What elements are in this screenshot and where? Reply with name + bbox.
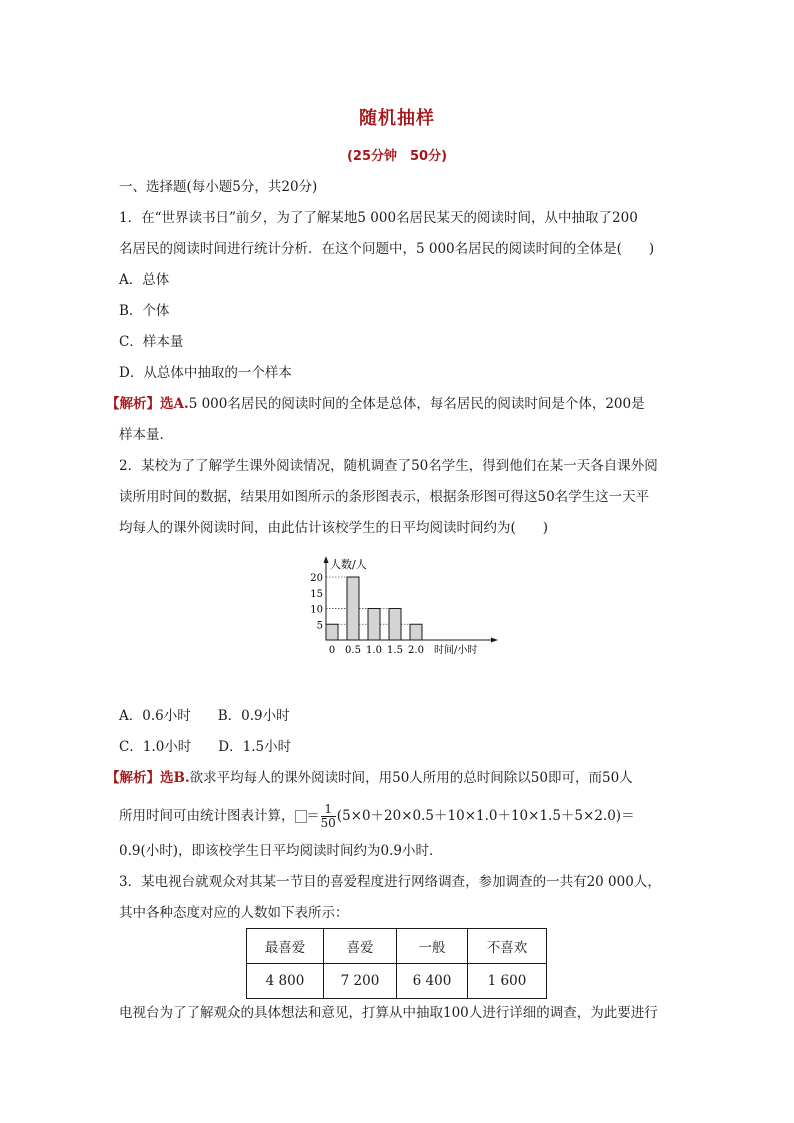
q1-option-d: D．从总体中抽取的一个样本 <box>119 365 292 381</box>
table-header-cell: 一般 <box>397 929 468 964</box>
table-header-cell: 最喜爱 <box>247 929 324 964</box>
y-tick-label: 10 <box>310 604 323 616</box>
y-tick-label: 15 <box>310 588 323 600</box>
analysis-text: 5 000名居民的阅读时间的全体是总体，每名居民的阅读时间是个体，200是 <box>188 396 645 412</box>
table-row <box>247 964 547 999</box>
y-tick-label: 5 <box>316 620 323 632</box>
analysis-text: 欲求平均每人的课外阅读时间，用50人所用的总时间除以50即可，而50人 <box>189 770 633 786</box>
table-cell: 6 400 <box>397 964 468 999</box>
q2-stem-line1: 2．某校为了了解学生课外阅读情况，随机调查了50名学生，得到他们在某一天各自课外阅 <box>119 458 658 474</box>
q1-stem-line1: 1．在“世界读书日”前夕，为了了解某地5 000名居民某天的阅读时间，从中抽取了200 <box>119 210 638 226</box>
page-title: 随机抽样 <box>359 108 435 129</box>
q1-option-c: C．样本量 <box>119 334 184 350</box>
analysis-text: 所用时间可由统计图表计算， <box>119 808 295 824</box>
table-header-row <box>247 929 547 964</box>
q1-stem-line2: 名居民的阅读时间进行统计分析．在这个问题中，5 000名居民的阅读时间的全体是( ) <box>119 241 655 257</box>
chart-bar <box>389 609 401 641</box>
table-header-cell: 喜爱 <box>324 929 397 964</box>
x-tick-label: 2.0 <box>408 645 424 656</box>
fraction <box>321 803 336 830</box>
chart-bar <box>410 624 422 640</box>
q2-analysis-line3: 0.9(小时)，即该校学生日平均阅读时间约为0.9小时． <box>119 843 443 859</box>
chart-bar <box>347 577 359 640</box>
x-axis-label: 时间/小时 <box>434 645 478 656</box>
q2-options-row2: C．1.0小时 D．1.5小时 <box>119 739 292 755</box>
table-cell: 4 800 <box>247 964 324 999</box>
q2-analysis-line2: 所用时间可由统计图表计算， ＝ $\frac{1}{50}$ (5×0＋20×0.5＋10×1.0＋10×1.5＋5×2.0)＝ <box>119 802 635 830</box>
table-cell: 7 200 <box>324 964 397 999</box>
analysis-choice: 选B. <box>160 770 190 786</box>
q1-option-a: A．总体 <box>119 272 170 288</box>
q2-analysis-line1 <box>106 769 633 787</box>
y-tick-label: 20 <box>310 573 323 584</box>
analysis-formula: (5×0＋20×0.5＋10×1.0＋10×1.5＋5×2.0)＝ <box>336 808 635 824</box>
fraction-numerator: 1 <box>321 803 336 817</box>
table-cell: 1 600 <box>468 964 547 999</box>
x-tick-label: 0.5 <box>345 645 361 656</box>
chart-bar <box>368 609 380 641</box>
q2-options-row1: A．0.6小时 B．0.9小时 <box>119 708 290 724</box>
q2-stem-line3: 均每人的课外阅读时间，由此估计该校学生的日平均阅读时间约为( ) <box>119 520 549 536</box>
attitude-table <box>246 928 547 999</box>
page-subtitle: (25分钟 50分) <box>346 149 448 164</box>
y-axis-label: 人数/人 <box>330 558 367 571</box>
chart-bar <box>326 624 338 640</box>
bar-chart <box>300 552 500 662</box>
y-axis-arrow <box>324 556 329 563</box>
q1-option-b: B．个体 <box>119 303 170 319</box>
analysis-tag: 【解析】 <box>106 396 160 412</box>
q1-analysis-line2: 样本量． <box>119 427 173 443</box>
q1-analysis-line1 <box>106 395 645 413</box>
mean-symbol-icon <box>295 810 307 823</box>
q2-stem-line2: 读所用时间的数据，结果用如图所示的条形图表示，根据条形图可得这50名学生这一天平 <box>119 489 650 505</box>
q3-stem-line1: 3．某电视台就观众对其某一节目的喜爱程度进行网络调查，参加调查的一共有20 000人， <box>119 874 661 890</box>
table-header-cell: 不喜欢 <box>468 929 547 964</box>
x-tick-label: 0 <box>328 645 336 656</box>
x-axis-arrow <box>491 638 498 643</box>
q3-stem-line2: 其中各种态度对应的人数如下表所示： <box>119 905 349 921</box>
x-tick-label: 1.0 <box>366 645 382 656</box>
analysis-tag: 【解析】 <box>106 770 160 786</box>
analysis-choice: 选A. <box>160 396 189 412</box>
fraction-denominator: 50 <box>320 816 336 830</box>
q3-stem-line3: 电视台为了了解观众的具体想法和意见，打算从中抽取100人进行详细的调查，为此要进行 <box>119 1005 658 1021</box>
section-heading: 一、选择题(每小题5分，共20分) <box>119 179 318 195</box>
x-tick-label: 1.5 <box>387 645 403 656</box>
